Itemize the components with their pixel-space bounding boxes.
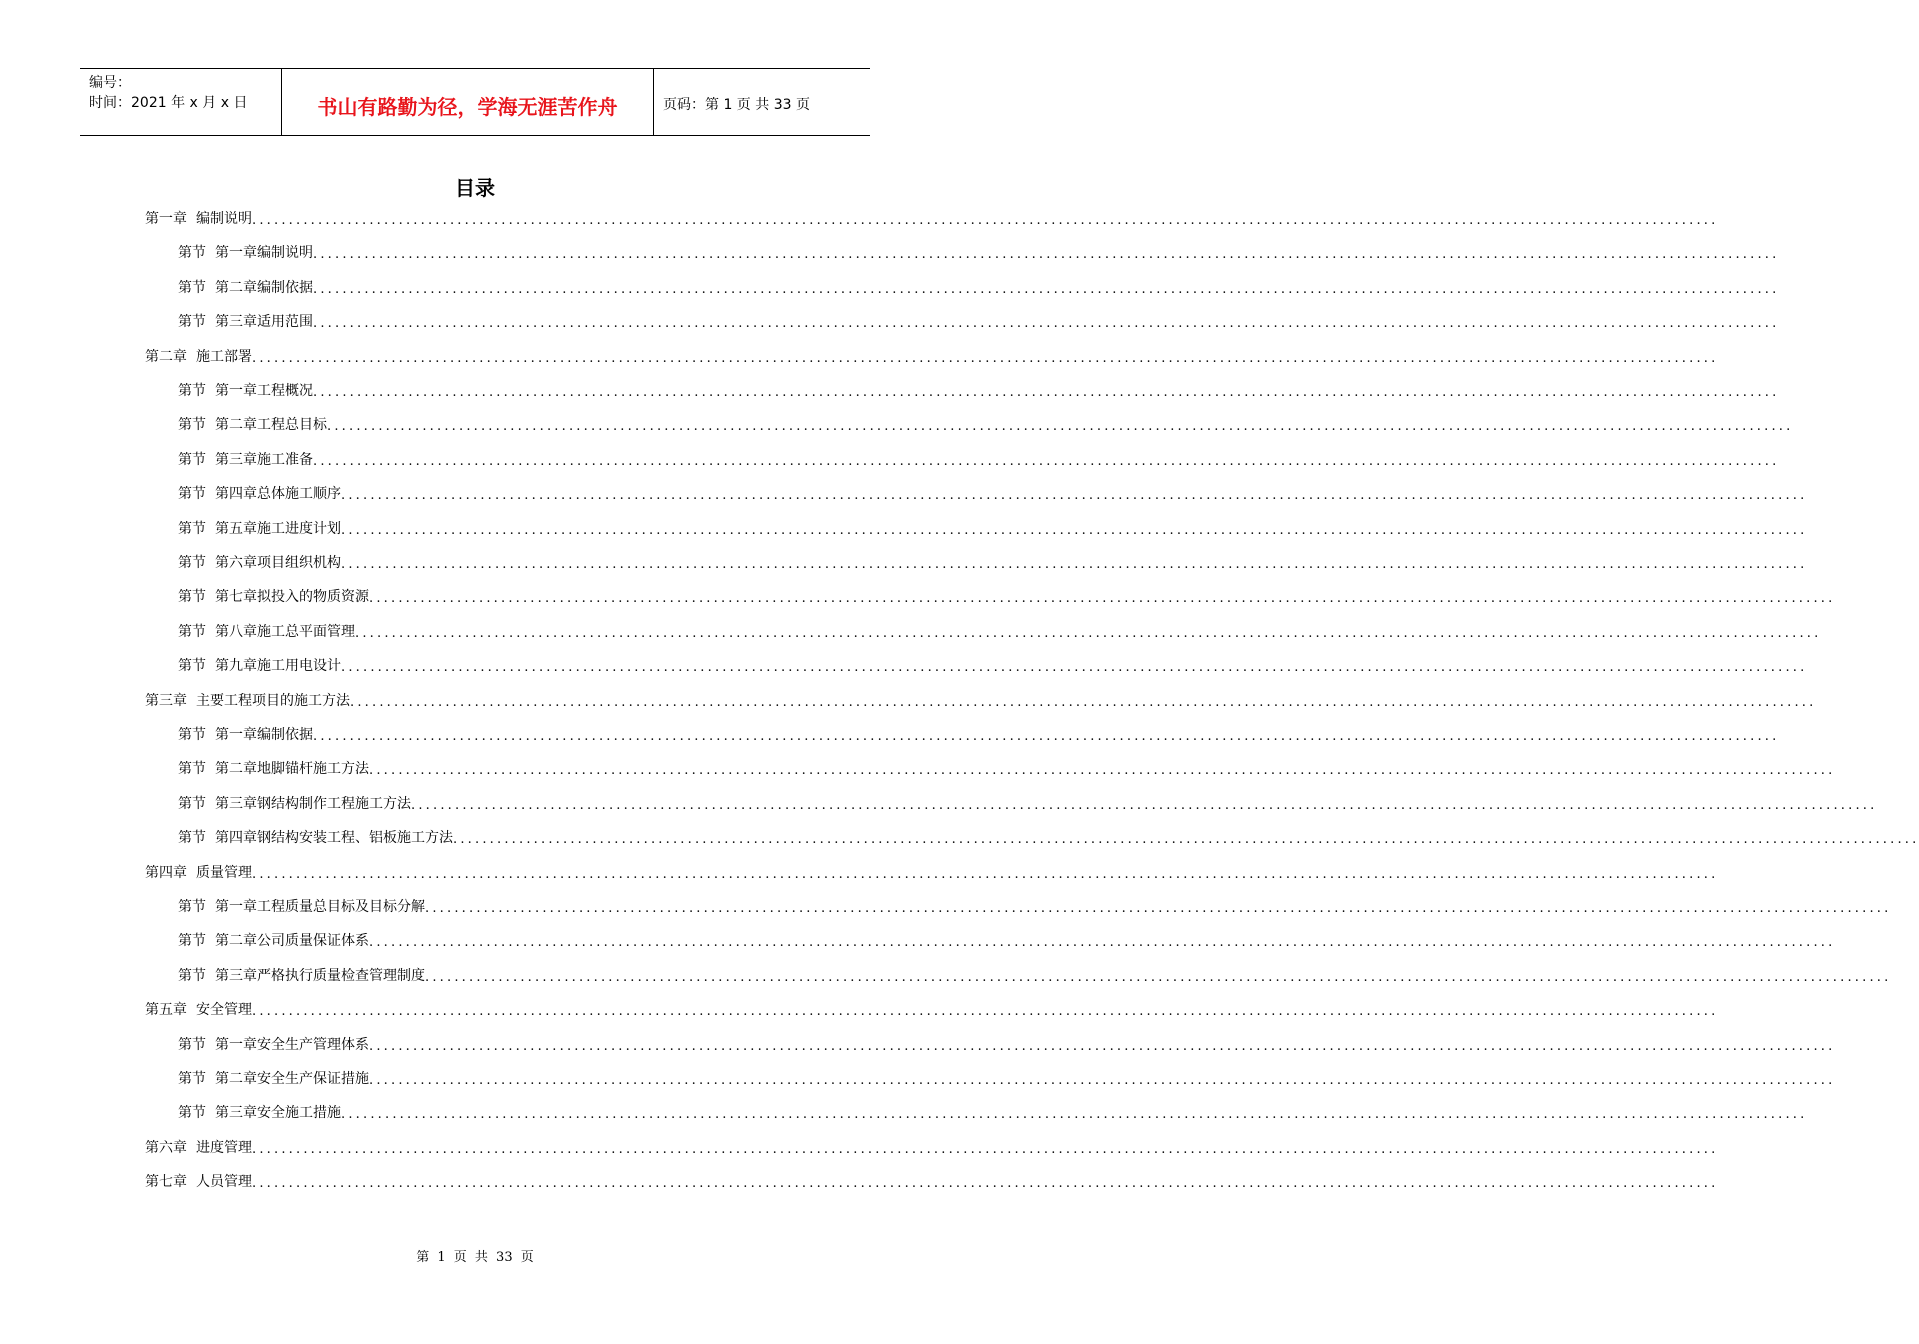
toc-entry-prefix: 第节 [178,520,206,537]
toc-section-entry[interactable] [178,273,1780,297]
toc-entry-label [145,1137,252,1157]
header-motto: 书山有路勤为径，学海无涯苦作舟 [282,69,654,135]
toc-entry-label [178,552,341,572]
toc-entry-label [178,380,313,400]
toc-entry-text: 第一章工程质量总目标及目标分解 [215,899,425,915]
toc-entry-text: 第四章钢结构安装工程、铝板施工方法 [215,830,453,847]
toc-entry-text: 第三章严格执行质量检查管理制度 [215,967,425,984]
toc-dot-leader: ........................................................................................................................................................................................................ [341,522,1808,538]
toc-entry-prefix: 第节 [178,967,206,984]
toc-section-entry[interactable] [178,789,1878,813]
toc-chapter-entry[interactable] [145,342,1719,366]
toc-dot-leader: ........................................................................................................................................................................................................ [313,453,1780,469]
toc-section-entry[interactable] [178,823,1919,848]
toc-entry-prefix: 第节 [178,314,206,331]
toc-dot-leader: ........................................................................................................................................................................................................ [313,281,1780,297]
toc-entry-label [178,827,453,847]
toc-entry-label [178,965,425,985]
toc-section-entry[interactable] [178,1098,1808,1123]
toc-dot-leader: ........................................................................................................................................................................................................ [252,1004,1719,1020]
toc-entry-text: 第九章施工用电设计 [215,658,341,675]
toc-entry-prefix: 第二章 [145,348,187,365]
toc-section-entry[interactable] [178,238,1780,263]
toc-entry-prefix: 第节 [178,279,206,296]
toc-entry-prefix: 第六章 [145,1139,187,1156]
toc-chapter-entry[interactable] [145,995,1719,1020]
toc-entry-prefix: 第五章 [145,1002,187,1019]
toc-section-entry[interactable] [178,754,1836,779]
toc-entry-text: 编制说明 [196,211,252,227]
toc-entry-prefix: 第节 [178,383,206,399]
toc-dot-leader: ........................................................................................................................................................................................................ [252,350,1719,366]
toc-entry-prefix: 第七章 [145,1174,187,1191]
toc-dot-leader: ........................................................................................................................................................................................................ [453,832,1919,848]
toc-entry-prefix: 第节 [178,795,206,812]
toc-section-entry[interactable] [178,1064,1836,1088]
toc-entry-prefix: 第节 [178,727,206,743]
toc-dot-leader: ........................................................................................................................................................................................................ [369,591,1836,607]
toc-entry-label [178,586,369,606]
toc-entry-text: 第三章钢结构制作工程施工方法 [215,795,411,812]
toc-entry-text: 施工部署 [196,348,252,365]
toc-entry-prefix: 第四章 [145,864,187,881]
toc-entry-prefix: 第节 [178,933,206,950]
toc-entry-label [178,1102,341,1122]
toc-entry-text: 进度管理 [196,1139,252,1156]
toc-dot-leader: ........................................................................................................................................................................................................ [411,797,1878,813]
toc-entry-prefix: 第节 [178,417,206,434]
toc-dot-leader: ........................................................................................................................................................................................................ [252,1176,1719,1192]
toc-entry-label [178,449,313,469]
toc-chapter-entry[interactable] [145,686,1817,710]
toc-dot-leader: ........................................................................................................................................................................................................ [313,729,1780,744]
toc-entry-label [178,896,425,916]
toc-dot-leader: ........................................................................................................................................................................................................ [313,247,1780,263]
toc-entry-prefix: 第节 [178,623,206,640]
document-header [80,68,870,136]
toc-entry-text: 第三章安全施工措施 [215,1105,341,1122]
toc-dot-leader: ........................................................................................................................................................................................................ [341,488,1808,504]
toc-dot-leader: ........................................................................................................................................................................................................ [252,213,1719,228]
toc-entry-text: 第三章适用范围 [215,314,313,331]
toc-dot-leader: ........................................................................................................................................................................................................ [252,866,1719,882]
toc-entry-text: 第一章工程概况 [215,383,313,399]
toc-entry-text: 第四章总体施工顺序 [215,486,341,503]
toc-dot-leader: ........................................................................................................................................................................................................ [313,316,1780,332]
toc-entry-prefix: 第节 [178,899,206,915]
toc-chapter-entry[interactable] [145,1167,1719,1192]
toc-entry-label [178,483,341,503]
toc-dot-leader: ........................................................................................................................................................................................................ [369,1073,1836,1088]
toc-entry-text: 第二章地脚锚杆施工方法 [215,761,369,778]
toc-entry-prefix: 第节 [178,830,206,847]
toc-entry-text: 第八章施工总平面管理 [215,623,355,640]
toc-entry-text: 第七章拟投入的物质资源 [215,589,369,606]
toc-dot-leader: ........................................................................................................................................................................................................ [369,1038,1836,1054]
toc-entry-label [178,1068,369,1088]
toc-section-entry[interactable] [178,926,1836,951]
toc-dot-leader: ........................................................................................................................................................................................................ [252,1141,1719,1157]
toc-dot-leader: ........................................................................................................................................................................................................ [350,694,1817,710]
toc-entry-text: 主要工程项目的施工方法 [196,692,350,709]
toc-entry-label [178,655,341,675]
toc-entry-text: 第一章编制依据 [215,727,313,743]
toc-entry-prefix: 第一章 [145,211,187,227]
toc-entry-text: 人员管理 [196,1174,252,1191]
toc-section-entry[interactable] [178,514,1808,538]
toc-section-entry[interactable] [178,582,1836,607]
toc-entry-prefix: 第节 [178,1036,206,1053]
toc-entry-text: 第六章项目组织机构 [215,555,341,571]
toc-dot-leader: ........................................................................................................................................................................................................ [369,935,1836,951]
toc-entry-label [145,690,350,710]
toc-entry-label [145,862,252,882]
toc-dot-leader: ........................................................................................................................................................................................................ [341,660,1808,676]
toc-chapter-entry[interactable] [145,204,1719,228]
toc-entry-prefix: 第节 [178,555,206,571]
toc-entry-label [145,346,252,366]
toc-entry-label [178,724,313,744]
toc-section-entry[interactable] [178,720,1780,744]
toc-section-entry[interactable] [178,410,1794,435]
toc-section-entry[interactable] [178,651,1808,676]
toc-entry-prefix: 第节 [178,451,206,468]
toc-entry-text: 第一章编制说明 [215,245,313,262]
toc-section-entry[interactable] [178,961,1892,985]
toc-dot-leader: ........................................................................................................................................................................................................ [327,419,1794,435]
toc-entry-text: 质量管理 [196,864,252,881]
toc-entry-label [178,518,341,538]
toc-chapter-entry[interactable] [145,858,1719,882]
toc-entry-prefix: 第节 [178,761,206,778]
toc-dot-leader: ........................................................................................................................................................................................................ [425,969,1892,985]
toc-section-entry[interactable] [178,1030,1836,1054]
toc-dot-leader: ........................................................................................................................................................................................................ [341,557,1808,572]
toc-section-entry[interactable] [178,548,1808,572]
toc-section-entry[interactable] [178,892,1892,916]
toc-entry-prefix: 第节 [178,245,206,262]
toc-entry-text: 安全管理 [196,1002,252,1019]
toc-section-entry[interactable] [178,445,1780,469]
toc-section-entry[interactable] [178,479,1808,504]
toc-entry-prefix: 第三章 [145,692,187,709]
toc-entry-text: 第二章公司质量保证体系 [215,933,369,950]
toc-dot-leader: ........................................................................................................................................................................................................ [369,763,1836,779]
toc-entry-text: 第三章施工准备 [215,451,313,468]
toc-entry-text: 第二章工程总目标 [215,417,327,434]
toc-entry-prefix: 第节 [178,589,206,606]
toc-entry-label [178,414,327,434]
number-label: 编号： [89,75,131,91]
toc-chapter-entry[interactable] [145,1133,1719,1157]
toc-section-entry[interactable] [178,376,1780,400]
toc-dot-leader: ........................................................................................................................................................................................................ [425,901,1892,916]
toc-entry-label [178,311,313,331]
toc-section-entry[interactable] [178,307,1780,332]
toc-entry-label [178,1034,369,1054]
toc-entry-label [178,930,369,950]
toc-entry-label [178,793,411,813]
header-page-label: 页码：第 1 页 共 33 页 [663,97,810,113]
toc-entry-text: 第一章安全生产管理体系 [215,1036,369,1053]
toc-dot-leader: ........................................................................................................................................................................................................ [341,1107,1808,1123]
time-label: 时间：2021 年 x 月 x 日 [89,95,248,111]
toc-entry-prefix: 第节 [178,658,206,675]
toc-entry-text: 第五章施工进度计划 [215,520,341,537]
toc-entry-prefix: 第节 [178,486,206,503]
toc-entry-prefix: 第节 [178,1105,206,1122]
toc-entry-text: 第二章编制依据 [215,279,313,296]
header-meta [80,69,282,135]
toc-dot-leader: ........................................................................................................................................................................................................ [355,625,1822,641]
toc-entry-label [145,208,252,228]
toc-dot-leader: ........................................................................................................................................................................................................ [313,385,1780,400]
toc-section-entry[interactable] [178,617,1822,641]
toc-title: 目录 [455,176,495,200]
toc-entry-label [178,242,313,262]
toc-entry-text: 第二章安全生产保证措施 [215,1071,369,1087]
page-footer: 第 1 页 共 33 页 [416,1250,534,1265]
toc-entry-label [178,621,355,641]
toc-entry-prefix: 第节 [178,1071,206,1087]
toc-entry-label [178,758,369,778]
toc-entry-label [178,277,313,297]
toc-entry-label [145,999,252,1019]
toc-entry-label [145,1171,252,1191]
